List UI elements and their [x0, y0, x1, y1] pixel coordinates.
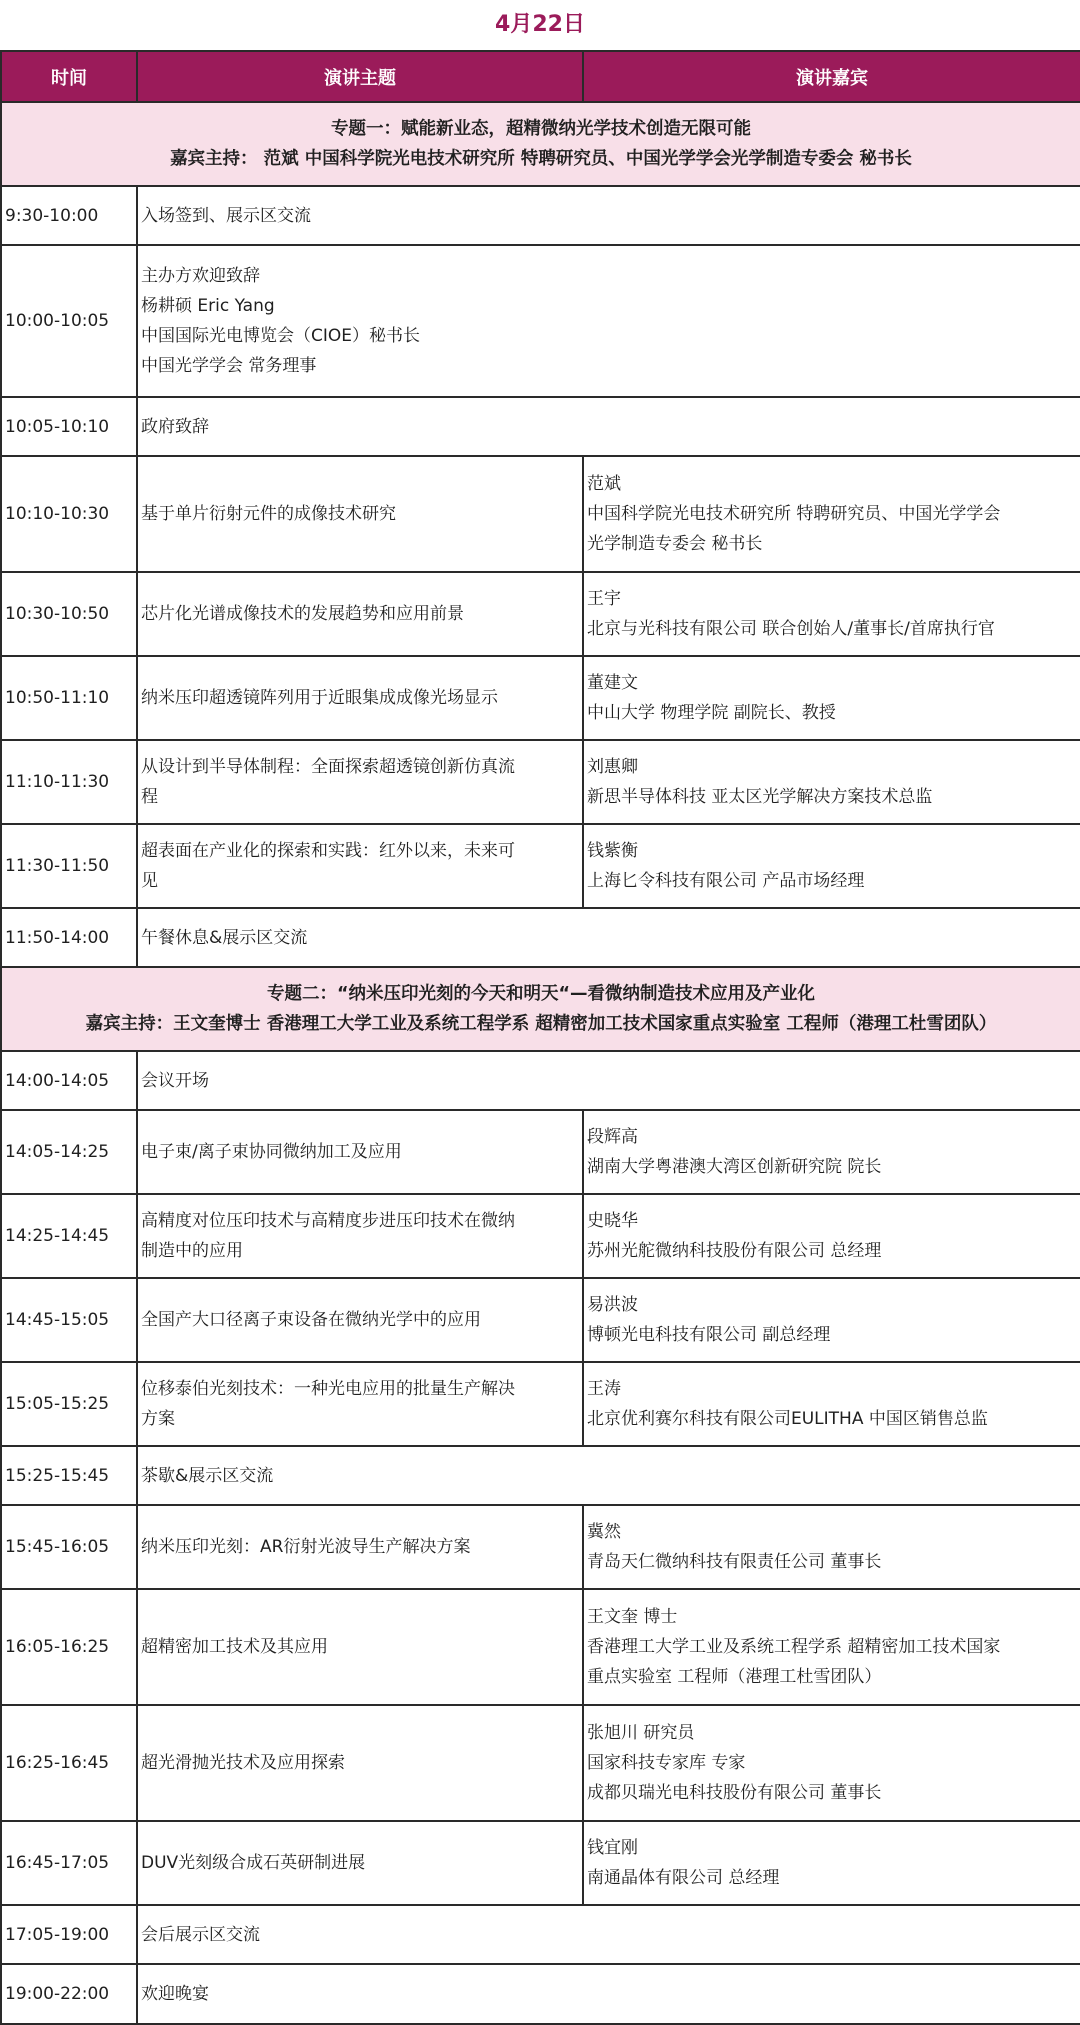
topic-line: 超光滑抛光技术及应用探索 [141, 1753, 345, 1773]
table-header-row [1, 51, 1080, 102]
topic-cell [137, 1821, 583, 1905]
topic-cell [137, 1278, 583, 1362]
speaker-line: 董建文 [587, 673, 638, 693]
speaker-line: 北京与光科技有限公司 联合创始人/董事长/首席执行官 [587, 619, 995, 639]
topic-line: 全国产大口径离子束设备在微纳光学中的应用 [141, 1310, 481, 1330]
table-row [1, 572, 1080, 656]
section1-host: 嘉宾主持： 范斌 中国科学院光电技术研究所 特聘研究员、中国光学学会光学制造专委会 秘书长 [170, 149, 912, 169]
speaker-line: 南通晶体有限公司 总经理 [587, 1868, 780, 1888]
time-cell: 10:05-10:10 [1, 397, 137, 456]
speaker-cell [583, 1278, 1080, 1362]
topic-line: 会议开场 [141, 1070, 209, 1091]
speaker-line: 中山大学 物理学院 副院长、教授 [587, 703, 836, 723]
speaker-line: 易洪波 [587, 1295, 638, 1315]
topic-line: 中国光学学会 常务理事 [141, 356, 317, 376]
table-row [1, 1362, 1080, 1446]
time-cell: 16:45-17:05 [1, 1821, 137, 1905]
topic-line: 中国国际光电博览会（CIOE）秘书长 [141, 326, 421, 346]
topic-cell [137, 1362, 583, 1446]
speaker-cell [583, 1705, 1080, 1821]
time-cell: 15:25-15:45 [1, 1446, 137, 1505]
topic-line: 入场签到、展示区交流 [141, 205, 311, 226]
speaker-cell [583, 1110, 1080, 1194]
topic-cell [137, 397, 1080, 456]
speaker-line: 北京优利赛尔科技有限公司EULITHA 中国区销售总监 [587, 1409, 988, 1429]
time-cell: 11:50-14:00 [1, 908, 137, 967]
topic-line: 超表面在产业化的探索和实践：红外以来，未来可 [141, 841, 515, 861]
topic-cell [137, 245, 1080, 397]
topic-line: 会后展示区交流 [141, 1924, 260, 1945]
topic-line: 制造中的应用 [141, 1241, 243, 1261]
speaker-line: 湖南大学粤港澳大湾区创新研究院 院长 [587, 1157, 882, 1177]
topic-cell [137, 1964, 1080, 2024]
time-cell: 10:30-10:50 [1, 572, 137, 656]
table-row [1, 1110, 1080, 1194]
table-row [1, 1194, 1080, 1278]
table-row [1, 824, 1080, 908]
table-row [1, 1821, 1080, 1905]
speaker-line: 成都贝瑞光电科技股份有限公司 董事长 [587, 1783, 882, 1803]
topic-cell [137, 1051, 1080, 1110]
table-row [1, 1905, 1080, 1964]
table-row [1, 1505, 1080, 1589]
topic-cell [137, 1446, 1080, 1505]
time-cell: 19:00-22:00 [1, 1964, 137, 2024]
speaker-line: 博顿光电科技有限公司 副总经理 [587, 1325, 831, 1345]
table-row [1, 656, 1080, 740]
table-row [1, 1589, 1080, 1705]
time-cell: 14:25-14:45 [1, 1194, 137, 1278]
topic-line: 政府致辞 [141, 416, 209, 437]
topic-line: 从设计到半导体制程：全面探索超透镜创新仿真流 [141, 757, 515, 777]
header-speaker: 演讲嘉宾 [583, 51, 1080, 102]
section1-cell [1, 102, 1080, 186]
speaker-line: 苏州光舵微纳科技股份有限公司 总经理 [587, 1241, 882, 1261]
table-row [1, 245, 1080, 397]
topic-line: 高精度对位压印技术与高精度步进压印技术在微纳 [141, 1211, 515, 1231]
speaker-cell [583, 1194, 1080, 1278]
header-topic: 演讲主题 [137, 51, 583, 102]
table-row [1, 1964, 1080, 2024]
topic-cell [137, 1505, 583, 1589]
table-row [1, 1705, 1080, 1821]
speaker-cell [583, 656, 1080, 740]
speaker-cell [583, 1821, 1080, 1905]
speaker-line: 段辉高 [587, 1127, 638, 1147]
time-cell: 16:05-16:25 [1, 1589, 137, 1705]
section1-title: 专题一：赋能新业态，超精微纳光学技术创造无限可能 [331, 119, 751, 139]
table-row [1, 740, 1080, 824]
speaker-cell [583, 1505, 1080, 1589]
topic-cell [137, 1194, 583, 1278]
table-row [1, 397, 1080, 456]
time-cell: 14:05-14:25 [1, 1110, 137, 1194]
topic-line: 电子束/离子束协同微纳加工及应用 [141, 1142, 402, 1162]
time-cell: 9:30-10:00 [1, 186, 137, 245]
schedule-table [0, 50, 1080, 2025]
speaker-line: 刘惠卿 [587, 757, 638, 777]
topic-cell [137, 824, 583, 908]
section1-row [1, 102, 1080, 186]
speaker-cell [583, 824, 1080, 908]
time-cell: 17:05-19:00 [1, 1905, 137, 1964]
speaker-line: 光学制造专委会 秘书长 [587, 534, 763, 554]
topic-line: 杨耕硕 Eric Yang [141, 296, 275, 316]
topic-cell [137, 1110, 583, 1194]
section2-title: 专题二：“纳米压印光刻的今天和明天“—看微纳制造技术应用及产业化 [266, 984, 815, 1004]
section2-cell [1, 967, 1080, 1051]
speaker-line: 冀然 [587, 1522, 621, 1542]
speaker-line: 中国科学院光电技术研究所 特聘研究员、中国光学学会 [587, 504, 1001, 524]
time-cell: 14:00-14:05 [1, 1051, 137, 1110]
section2-host: 嘉宾主持：王文奎博士 香港理工大学工业及系统工程学系 超精密加工技术国家重点实验室 工程师（港理工杜雪团队） [85, 1014, 997, 1034]
time-cell: 11:30-11:50 [1, 824, 137, 908]
table-row [1, 1051, 1080, 1110]
speaker-line: 上海匕令科技有限公司 产品市场经理 [587, 871, 865, 891]
topic-line: 位移泰伯光刻技术：一种光电应用的批量生产解决 [141, 1379, 515, 1399]
topic-cell [137, 186, 1080, 245]
speaker-line: 青岛天仁微纳科技有限责任公司 董事长 [587, 1552, 882, 1572]
topic-cell [137, 1589, 583, 1705]
topic-line: 午餐休息&展示区交流 [141, 927, 308, 948]
speaker-cell [583, 572, 1080, 656]
time-cell: 15:45-16:05 [1, 1505, 137, 1589]
time-cell: 10:50-11:10 [1, 656, 137, 740]
topic-cell [137, 1905, 1080, 1964]
page-title: 4月22日 [495, 12, 585, 37]
table-row [1, 1446, 1080, 1505]
topic-line: 基于单片衍射元件的成像技术研究 [141, 504, 396, 524]
topic-line: 程 [141, 787, 158, 807]
speaker-line: 王宇 [587, 589, 621, 609]
topic-line: 见 [141, 871, 158, 891]
speaker-line: 范斌 [587, 474, 621, 494]
table-row [1, 456, 1080, 572]
speaker-line: 张旭川 研究员 [587, 1723, 695, 1743]
topic-cell [137, 456, 583, 572]
speaker-line: 香港理工大学工业及系统工程学系 超精密加工技术国家 [587, 1637, 1001, 1657]
speaker-line: 重点实验室 工程师（港理工杜雪团队） [587, 1667, 882, 1687]
topic-line: 超精密加工技术及其应用 [141, 1637, 328, 1657]
schedule-body [1, 102, 1080, 2024]
topic-cell [137, 740, 583, 824]
table-row [1, 186, 1080, 245]
speaker-line: 国家科技专家库 专家 [587, 1753, 746, 1773]
header-time: 时间 [1, 51, 137, 102]
speaker-cell [583, 740, 1080, 824]
topic-cell [137, 656, 583, 740]
speaker-line: 新思半导体科技 亚太区光学解决方案技术总监 [587, 787, 933, 807]
speaker-cell [583, 1589, 1080, 1705]
time-cell: 11:10-11:30 [1, 740, 137, 824]
topic-cell [137, 1705, 583, 1821]
speaker-cell [583, 456, 1080, 572]
speaker-line: 王涛 [587, 1379, 621, 1399]
topic-line: DUV光刻级合成石英研制进展 [141, 1853, 366, 1873]
topic-line: 主办方欢迎致辞 [141, 266, 260, 286]
topic-cell [137, 908, 1080, 967]
topic-line: 方案 [141, 1409, 175, 1429]
speaker-line: 钱紫衡 [587, 841, 638, 861]
section2-row [1, 967, 1080, 1051]
topic-cell [137, 572, 583, 656]
speaker-line: 王文奎 博士 [587, 1607, 678, 1627]
time-cell: 14:45-15:05 [1, 1278, 137, 1362]
table-row [1, 1278, 1080, 1362]
speaker-line: 钱宜刚 [587, 1838, 638, 1858]
time-cell: 15:05-15:25 [1, 1362, 137, 1446]
topic-line: 纳米压印超透镜阵列用于近眼集成成像光场显示 [141, 688, 498, 708]
speaker-cell [583, 1362, 1080, 1446]
time-cell: 10:10-10:30 [1, 456, 137, 572]
speaker-line: 史晓华 [587, 1211, 638, 1231]
topic-line: 纳米压印光刻：AR衍射光波导生产解决方案 [141, 1537, 471, 1557]
topic-line: 芯片化光谱成像技术的发展趋势和应用前景 [141, 604, 464, 624]
table-row [1, 908, 1080, 967]
topic-line: 欢迎晚宴 [141, 1984, 209, 2004]
time-cell: 10:00-10:05 [1, 245, 137, 397]
topic-line: 茶歇&展示区交流 [141, 1465, 274, 1486]
time-cell: 16:25-16:45 [1, 1705, 137, 1821]
